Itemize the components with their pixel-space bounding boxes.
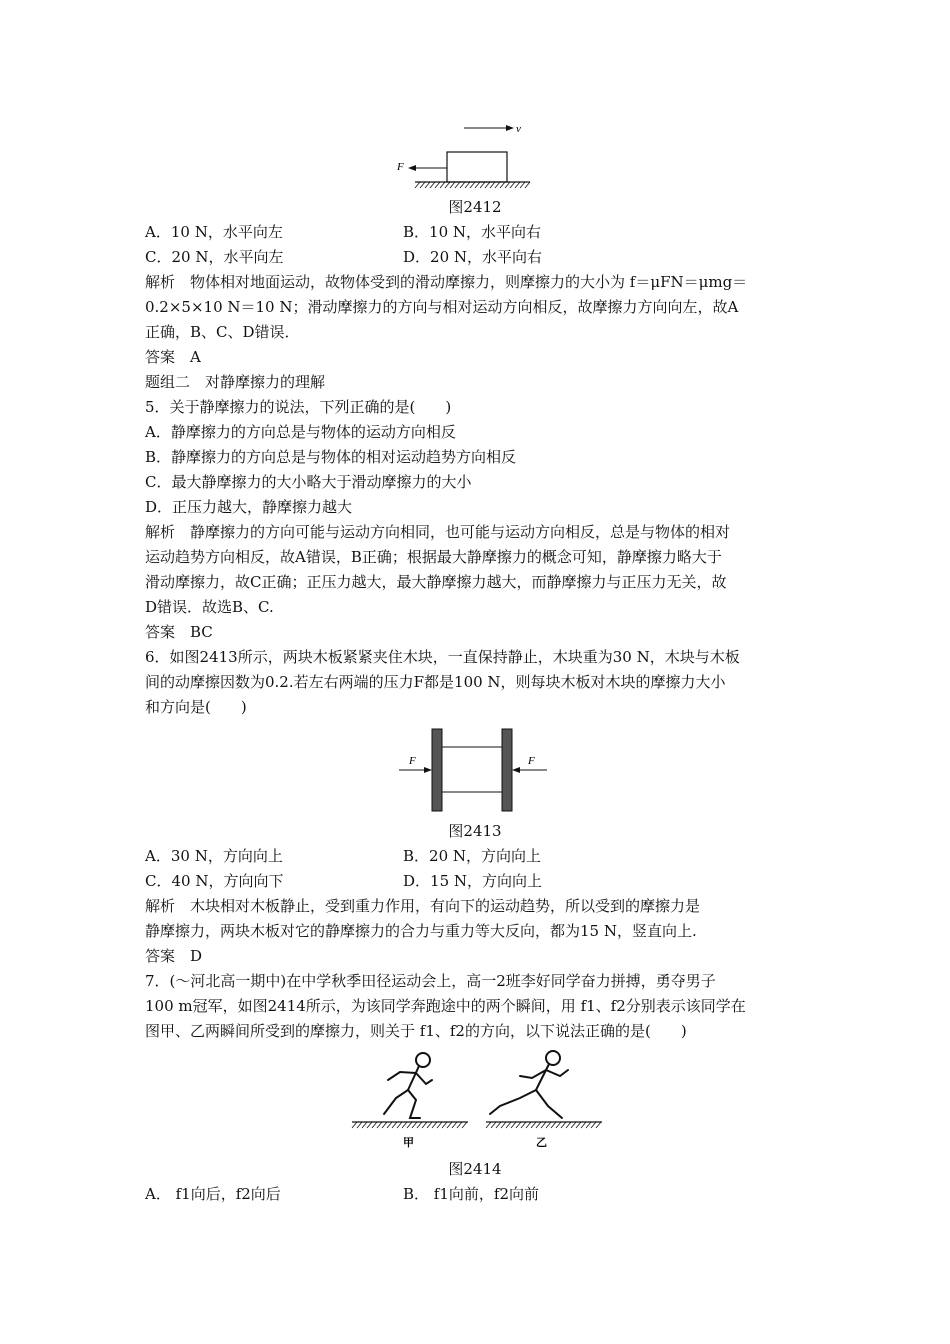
label-yi: 乙 [536, 1136, 547, 1149]
hatch-mark [515, 182, 520, 188]
hatch-mark [372, 1122, 377, 1128]
q7-stem-line: 7．(～河北高一期中)在中学秋季田径运动会上，高一2班李好同学奋力拼搏，勇夺男子 [145, 972, 716, 990]
ground-hatch [415, 182, 530, 188]
hatch-mark [541, 1122, 546, 1128]
hatch-mark [480, 182, 485, 188]
hatch-mark [437, 1122, 442, 1128]
hatch-mark [521, 1122, 526, 1128]
hatch-mark [387, 1122, 392, 1128]
hatch-mark [475, 182, 480, 188]
hatch-mark [551, 1122, 556, 1128]
hatch-mark [415, 182, 420, 188]
q5-option-d: D．正压力越大，静摩擦力越大 [145, 498, 353, 516]
hatch-mark [460, 182, 465, 188]
q6-stem-line: 6．如图2413所示，两块木板紧紧夹住木块，一直保持静止，木块重为30 N，木块与木板 [145, 648, 740, 666]
right-force-label: F [528, 755, 535, 767]
hatch-mark [505, 182, 510, 188]
hatch-mark [536, 1122, 541, 1128]
hatch-mark [500, 182, 505, 188]
q7-stem-line: 100 m冠军，如图2414所示，为该同学奔跑途中的两个瞬间，用 f1、f2分别表示该同学在 [145, 997, 746, 1015]
hatch-mark [367, 1122, 372, 1128]
hatch-mark [510, 182, 515, 188]
hatch-mark [511, 1122, 516, 1128]
q5-explanation-line: 滑动摩擦力，故C正确；正压力越大，最大静摩擦力越大，而静摩擦力与正压力无关，故 [145, 573, 727, 591]
q5-answer: 答案 BC [145, 623, 213, 641]
hatch-mark [501, 1122, 506, 1128]
hatch-mark [397, 1122, 402, 1128]
hatch-mark [490, 182, 495, 188]
label-jia: 甲 [403, 1136, 414, 1149]
q6-explanation-line: 解析 木块相对木板静止，受到重力作用，有向下的运动趋势，所以受到的摩擦力是 [145, 897, 701, 915]
q5-option-a: A．静摩擦力的方向总是与物体的运动方向相反 [145, 423, 456, 441]
figure-caption: 图2412 [448, 198, 502, 216]
hatch-mark [452, 1122, 457, 1128]
q5-explanation-line: D错误．故选B、C. [145, 598, 274, 616]
q6-stem-line: 间的动摩擦因数为0.2.若左右两端的压力F都是100 N，则每块木板对木块的摩擦力大小 [145, 673, 726, 691]
q4-option-b: B．10 N，水平向右 [403, 223, 542, 241]
hatch-mark [491, 1122, 496, 1128]
hatch-mark [417, 1122, 422, 1128]
hatch-mark [526, 1122, 531, 1128]
hatch-mark [412, 1122, 417, 1128]
left-force-label: F [409, 755, 416, 767]
q7-option-b: B． f1向前，f2向前 [403, 1185, 539, 1203]
hatch-mark [442, 1122, 447, 1128]
q6-stem-line: 和方向是( ) [145, 698, 247, 716]
left-force-arrowhead [424, 767, 432, 773]
hatch-mark [450, 182, 455, 188]
block [447, 152, 507, 182]
q5-option-c: C．最大静摩擦力的大小略大于滑动摩擦力的大小 [145, 473, 472, 491]
q6-option-d: D．15 N，方向向上 [403, 872, 543, 890]
q6-explanation-line: 静摩擦力，两块木板对它的静摩擦力的合力与重力等大反向，都为15 N，竖直向上. [145, 922, 697, 940]
q5-explanation-line: 运动趋势方向相反，故A错误，B正确；根据最大静摩擦力的概念可知，静摩擦力略大于 [145, 548, 722, 566]
hatch-mark [546, 1122, 551, 1128]
figure-2412 [390, 115, 540, 190]
hatch-mark [435, 182, 440, 188]
figure-2413 [395, 725, 555, 815]
right-board [502, 729, 512, 811]
hatch-mark [485, 182, 490, 188]
q4-option-d: D．20 N，水平向右 [403, 248, 543, 266]
runner-yi [490, 1051, 568, 1118]
hatch-mark [586, 1122, 591, 1128]
hatch-mark [591, 1122, 596, 1128]
q7-stem-line: 图甲、乙两瞬间所受到的摩擦力，则关于 f1、f2的方向，以下说法正确的是( ) [145, 1022, 687, 1040]
hatch-mark [576, 1122, 581, 1128]
hatch-mark [525, 182, 530, 188]
hatch-mark [402, 1122, 407, 1128]
hatch-mark [455, 182, 460, 188]
force-label: F [397, 161, 404, 173]
hatch-mark [556, 1122, 561, 1128]
q4-option-a: A．10 N，水平向左 [145, 223, 283, 241]
hatch-mark [362, 1122, 367, 1128]
q4-explanation-line: 解析 物体相对地面运动，故物体受到的滑动摩擦力，则摩擦力的大小为 f＝μFN＝μmg＝ [145, 273, 748, 291]
hatch-mark [432, 1122, 437, 1128]
hatch-mark [382, 1122, 387, 1128]
hatch-mark [496, 1122, 501, 1128]
hatch-mark [425, 182, 430, 188]
force-arrowhead [408, 165, 416, 171]
q4-explanation-line: 0.2×5×10 N＝10 N；滑动摩擦力的方向与相对运动方向相反，故摩擦力方向向左，故A [145, 298, 739, 316]
left-board [432, 729, 442, 811]
q5-option-b: B．静摩擦力的方向总是与物体的相对运动趋势方向相反 [145, 448, 517, 466]
hatch-mark [422, 1122, 427, 1128]
hatch-mark [465, 182, 470, 188]
figure-2414 [348, 1048, 608, 1153]
hatch-mark [516, 1122, 521, 1128]
hatch-mark [407, 1122, 412, 1128]
hatch-mark [470, 182, 475, 188]
figure-caption: 图2414 [448, 1160, 502, 1178]
figure-caption: 图2413 [448, 822, 502, 840]
hatch-mark [430, 182, 435, 188]
hatch-mark [531, 1122, 536, 1128]
hatch-mark [427, 1122, 432, 1128]
q6-answer: 答案 D [145, 947, 203, 965]
q6-option-a: A．30 N，方向向上 [145, 847, 283, 865]
hatch-mark [392, 1122, 397, 1128]
hatch-mark [486, 1122, 491, 1128]
hatch-mark [462, 1122, 467, 1128]
hatch-mark [566, 1122, 571, 1128]
hatch-mark [581, 1122, 586, 1128]
hatch-mark [457, 1122, 462, 1128]
velocity-arrowhead [506, 125, 514, 131]
hatch-mark [352, 1122, 357, 1128]
hatch-mark [596, 1122, 601, 1128]
hatch-mark [377, 1122, 382, 1128]
ground-hatch [352, 1122, 601, 1128]
hatch-mark [571, 1122, 576, 1128]
hatch-mark [495, 182, 500, 188]
right-force-arrowhead [512, 767, 520, 773]
hatch-mark [440, 182, 445, 188]
hatch-mark [445, 182, 450, 188]
hatch-mark [357, 1122, 362, 1128]
q6-option-b: B．20 N，方向向上 [403, 847, 542, 865]
q5-explanation-line: 解析 静摩擦力的方向可能与运动方向相同，也可能与运动方向相反，总是与物体的相对 [145, 523, 731, 541]
hatch-mark [506, 1122, 511, 1128]
q4-option-c: C．20 N，水平向左 [145, 248, 284, 266]
q5-stem: 5．关于静摩擦力的说法，下列正确的是( ) [145, 398, 452, 416]
q7-option-a: A． f1向后，f2向后 [145, 1185, 281, 1203]
q4-explanation-line: 正确，B、C、D错误． [145, 323, 300, 341]
hatch-mark [561, 1122, 566, 1128]
section-heading: 题组二 对静摩擦力的理解 [145, 373, 326, 391]
hatch-mark [447, 1122, 452, 1128]
hatch-mark [520, 182, 525, 188]
runner-jia [384, 1053, 432, 1118]
q4-answer: 答案 A [145, 348, 201, 366]
q6-option-c: C．40 N，方向向下 [145, 872, 284, 890]
velocity-label: v [516, 123, 521, 135]
hatch-mark [420, 182, 425, 188]
